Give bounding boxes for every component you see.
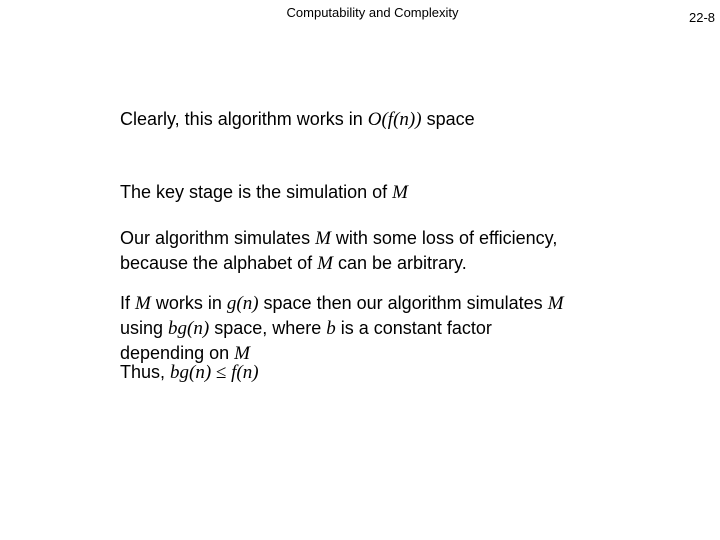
math-bg: bg bbox=[168, 318, 188, 339]
text-segment: The key stage is the simulation of bbox=[120, 182, 393, 202]
text-segment: space, where bbox=[209, 318, 327, 338]
math-big-o: O bbox=[367, 109, 382, 130]
math-machine-m: M bbox=[315, 228, 331, 249]
text-segment: can be arbitrary. bbox=[332, 253, 467, 273]
slide-page-number: 22-8 bbox=[689, 10, 716, 25]
math-machine-m: M bbox=[392, 182, 408, 203]
text-line bbox=[120, 291, 564, 316]
text-segment: space then our algorithm simulates bbox=[258, 293, 548, 313]
math-machine-m: M bbox=[234, 343, 250, 364]
text-line bbox=[120, 226, 557, 251]
slide-header-title: Computability and Complexity bbox=[286, 5, 459, 20]
text-line bbox=[120, 316, 564, 341]
math-inequality-left: bg(n) bbox=[170, 362, 212, 383]
text-segment: If bbox=[120, 293, 136, 313]
text-segment: because the alphabet of bbox=[120, 253, 318, 273]
math-of-n: (n) bbox=[236, 293, 259, 314]
paragraph-space-bound bbox=[120, 291, 564, 385]
math-machine-m: M bbox=[135, 293, 151, 314]
math-of-n: (n) bbox=[187, 318, 210, 339]
text-line bbox=[120, 360, 564, 385]
math-le-symbol: ≤ bbox=[211, 362, 232, 383]
paragraph-complexity-claim bbox=[120, 107, 475, 132]
math-machine-m: M bbox=[317, 253, 333, 274]
math-inequality-right: f(n) bbox=[231, 362, 259, 383]
math-constant-b: b bbox=[326, 318, 336, 339]
math-f-of-n: (f(n)) bbox=[381, 109, 422, 130]
math-g: g bbox=[226, 293, 237, 314]
text-segment: depending on bbox=[120, 343, 235, 363]
text-segment: with some loss of efficiency, bbox=[330, 228, 558, 248]
text-line bbox=[120, 251, 557, 276]
paragraph-simulation-efficiency bbox=[120, 226, 557, 276]
text-segment: space bbox=[421, 109, 475, 129]
text-segment: using bbox=[120, 318, 169, 338]
text-segment: is a constant factor bbox=[335, 318, 492, 338]
text-segment: Thus, bbox=[120, 362, 171, 382]
math-machine-m: M bbox=[547, 293, 564, 314]
paragraph-key-stage bbox=[120, 180, 408, 205]
text-segment: Our algorithm simulates bbox=[120, 228, 316, 248]
text-segment: works in bbox=[150, 293, 227, 313]
text-segment: Clearly, this algorithm works in bbox=[120, 109, 368, 129]
